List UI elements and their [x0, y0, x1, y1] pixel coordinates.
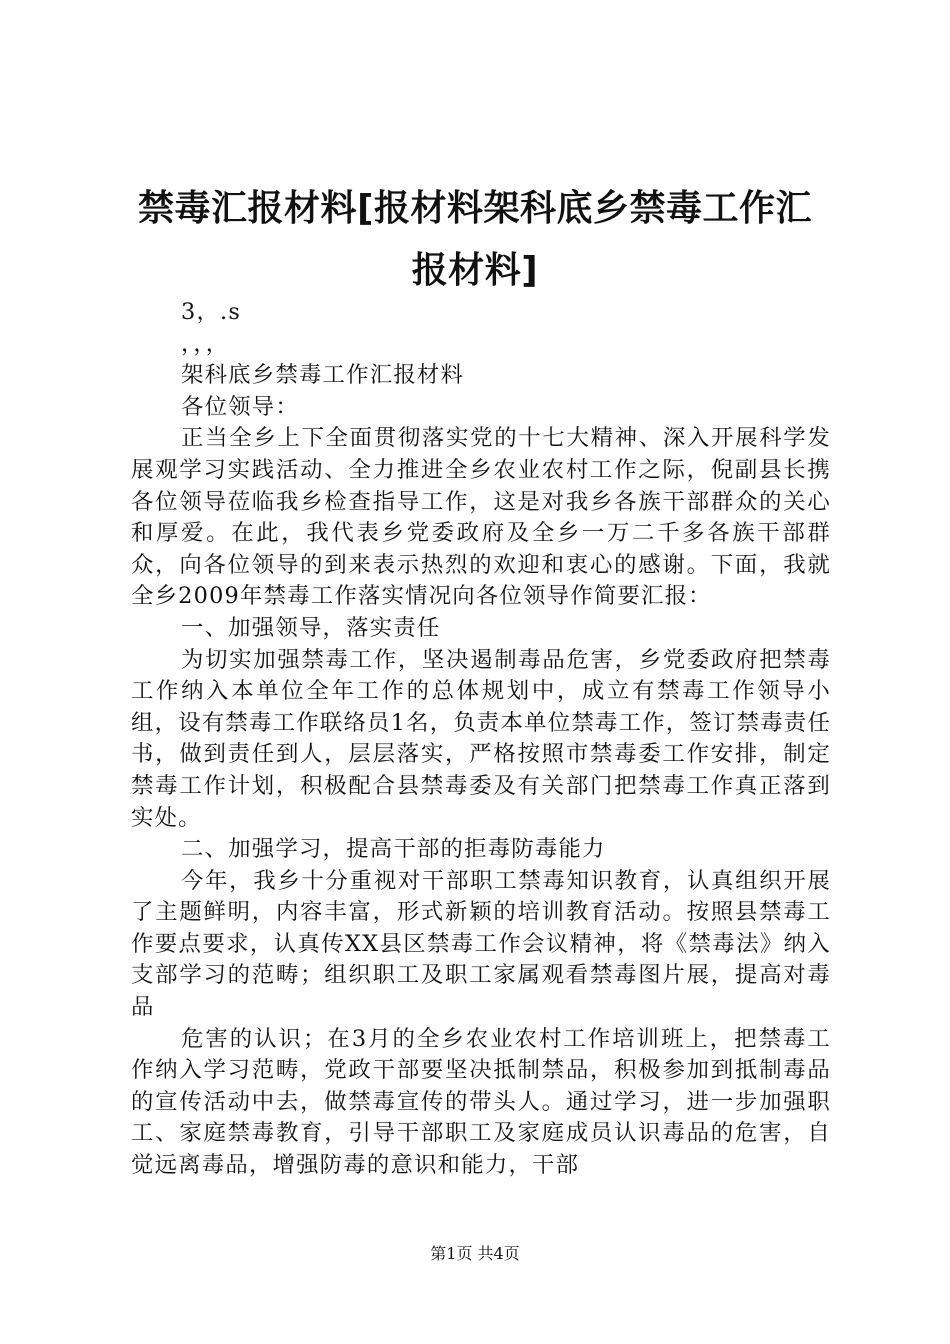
section-heading-2: 二、加强学习，提高干部的拒毒防毒能力 — [181, 836, 606, 863]
section-paragraph-2a: 今年，我乡十分重视对干部职工禁毒知识教育，认真组织开展了主题鲜明，内容丰富，形式新颖的培训教育活动。按照县禁毒工作要点要求，认真传XX县区禁毒工作会议精神，将《禁毒法》纳入支部学习的范畴；组织职工及职工家属观看禁毒图片展，提高对毒品 — [131, 867, 831, 1021]
document-body — [131, 297, 831, 1182]
subtitle-line: 架科底乡禁毒工作汇报材料 — [181, 362, 465, 389]
salutation-line: 各位领导： — [181, 393, 299, 420]
section-heading-1: 一、加强领导，落实责任 — [181, 614, 441, 641]
stray-punctuation-line: ，，， — [181, 330, 230, 357]
section-paragraph-1: 为切实加强禁毒工作，坚决遏制毒品危害，乡党委政府把禁毒工作纳入本单位全年工作的总体规划中，成立有禁毒工作领导小组，设有禁毒工作联络员1名，负责本单位禁毒工作，签订禁毒责任书，做到责任到人，层层落实，严格按照市禁毒委工作安排，制定禁毒工作计划，积极配合县禁毒委及有关部门把禁毒工作真正落到实处。 — [131, 646, 831, 831]
document-title: 禁毒汇报材料[报材料架科底乡禁毒工作汇报材料] — [138, 188, 812, 291]
intro-paragraph: 正当全乡上下全面贯彻落实党的十七大精神、深入开展科学发展观学习实践活动、全力推进全乡农业农村工作之际，倪副县长携各位领导莅临我乡检查指导工作，这是对我乡各族干部群众的关心和厚爱。在此，我代表乡党委政府及全乡一万二千多各族干部群众，向各位领导的到来表示热烈的欢迎和衷心的感谢。下面，我就全乡2009年禁毒工作落实情况向各位领导作简要汇报： — [131, 425, 831, 610]
section-paragraph-2b: 危害的认识；在3月的全乡农业农村工作培训班上，把禁毒工作纳入学习范畴，党政干部要坚决抵制禁品，积极参加到抵制毒品的宣传活动中去，做禁毒宣传的带头人。通过学习，进一步加强职工、家庭禁毒教育，引导干部职工及家庭成员认识毒品的危害，自觉远离毒品，增强防毒的意识和能力，干部 — [131, 1025, 831, 1179]
page-footer: 第1页 共4页 — [430, 1244, 520, 1263]
stray-text-line: 3，.s — [181, 299, 242, 325]
